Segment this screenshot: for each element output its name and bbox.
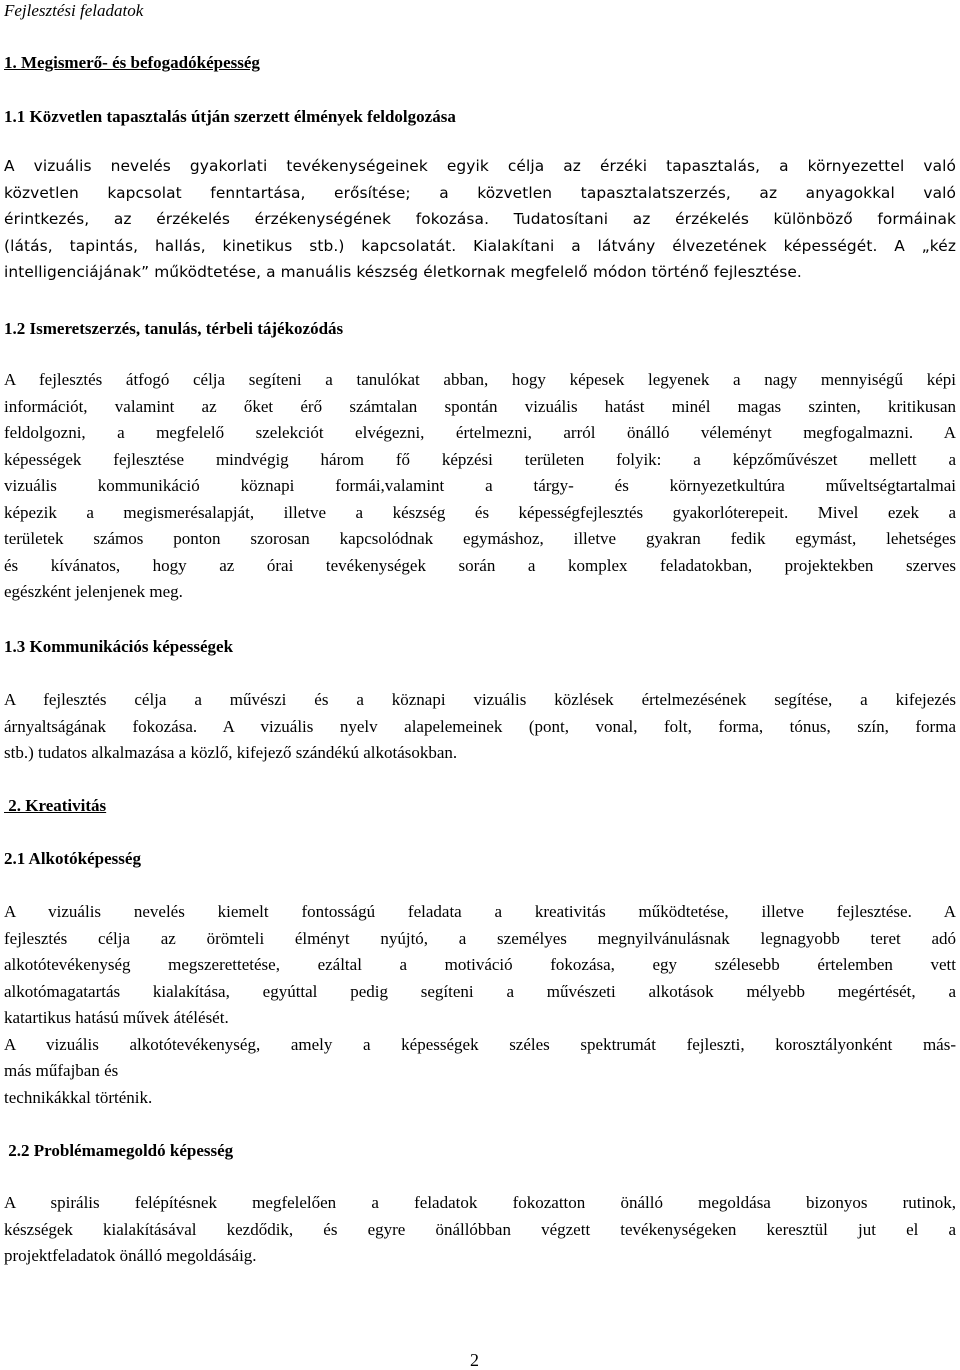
paragraph-line: A vizuális alkotótevékenység, amely a képességek széles spektrumát fejleszti, korosztályonként más- — [4, 1034, 956, 1054]
section-1-3-paragraph — [4, 687, 956, 767]
paragraph-line: árnyaltságának fokozása. A vizuális nyelv alapelemeinek (pont, vonal, folt, forma, tónus, szín, forma — [4, 716, 956, 736]
paragraph-line: A spirális felépítésnek megfelelően a feladatok fokozatton önálló megoldása bizonyos rutinok, — [4, 1193, 956, 1212]
section-1-1-heading: 1.1 Közvetlen tapasztalás útján szerzett élmények feldolgozása — [4, 107, 456, 126]
section-2-1-paragraph — [4, 899, 956, 1111]
paragraph-line: készségek kialakításával kezdődik, és egyre önállóbban végzett tevékenységeken keresztül jut el a — [4, 1219, 956, 1239]
section-1-3-heading: 1.3 Kommunikációs képességek — [4, 637, 234, 656]
paragraph-line: stb.) tudatos alkalmazása a közlő, kifejező szándékú alkotásokban. — [4, 743, 458, 762]
paragraph-line: alkotómagatartás kialakítása, egyúttal pedig segíteni a művészeti alkotások mélyebb megértését, a — [4, 981, 956, 1001]
document-header-title: Fejlesztési feladatok — [4, 1, 144, 20]
paragraph-line: más műfajban és — [4, 1061, 119, 1080]
page-number: 2 — [470, 1350, 479, 1370]
paragraph-line: információt, valamint az őket érő számtalan spontán vizuális hatást minél magas szinten, kritikusan — [4, 396, 956, 416]
paragraph-line: fejlesztés célja az örömteli élményt nyújtó, a személyes megnyilvánulásnak legnagyobb teret adó — [4, 928, 956, 948]
section-1-2-paragraph — [4, 367, 956, 606]
paragraph-line: alkotótevékenység megszerettetése, ezáltal a motiváció fokozása, egy szélesebb értelemben vett — [4, 955, 956, 974]
section-1-2-heading: 1.2 Ismeretszerzés, tanulás, térbeli tájékozódás — [4, 319, 344, 338]
paragraph-line: (látás, tapintás, hallás, kinetikus stb.) kapcsolatát. Kialakítani a látvány élvezetének képességét. A „kéz — [4, 236, 956, 255]
paragraph-line: feldolgozni, a megfelelő szelekciót elvégezni, értelmezni, arról önálló véleményt megfogalmazni. A — [4, 423, 956, 442]
paragraph-line: területek számos ponton szorosan kapcsolódnak egymáshoz, illetve gyakran fedik egymást, lehetséges — [4, 529, 956, 548]
section-2-heading: 2. Kreativitás — [4, 796, 107, 815]
paragraph-line: képezik a megismerésalapját, illetve a készség és képességfejlesztés gyakorlóterepeit. Mivel ezek a — [4, 502, 956, 522]
section-2-1-heading: 2.1 Alkotóképesség — [4, 849, 141, 868]
paragraph-line: A vizuális nevelés kiemelt fontosságú feladata a kreativitás működtetése, illetve fejlesztése. A — [4, 902, 956, 921]
section-1-1-paragraph — [4, 153, 956, 286]
paragraph-line: képességek fejlesztése mindvégig három fő képzési területen folyik: a képzőművészet mellett a — [4, 449, 956, 469]
paragraph-line: és kívánatos, hogy az órai tevékenységek során a komplex feladatokban, projektekben szerves — [4, 555, 956, 575]
paragraph-line: A fejlesztés célja a művészi és a köznapi vizuális közlések értelmezésének segítése, a kifejezés — [4, 690, 956, 709]
section-2-2-paragraph — [4, 1190, 956, 1270]
paragraph-line: A vizuális nevelés gyakorlati tevékenységeinek egyik célja az érzéki tapasztalás, a környezettel való — [4, 157, 956, 175]
paragraph-line: vizuális kommunikáció köznapi formái,valamint a tárgy- és környezetkultúra műveltségtartalmai — [4, 476, 956, 495]
paragraph-line: közvetlen kapcsolat fenntartása, erősítése; a közvetlen tapasztalatszerzés, az anyagokkal való — [4, 183, 956, 202]
paragraph-line: egészként jelenjenek meg. — [4, 582, 183, 601]
paragraph-line: technikákkal történik. — [4, 1087, 153, 1107]
paragraph-line: A fejlesztés átfogó célja segíteni a tanulókat abban, hogy képesek legyenek a nagy mennyiségű képi — [4, 370, 956, 389]
paragraph-line: intelligenciájának” működtetése, a manuális készség életkornak megfelelő módon történő fejlesztése. — [4, 263, 802, 281]
section-1-heading: 1. Megismerő- és befogadóképesség — [4, 53, 260, 72]
section-2-2-heading: 2.2 Problémamegoldó képesség — [4, 1141, 234, 1160]
paragraph-line: érintkezés, az érzékelés érzékenységének fokozása. Tudatosítani az érzékelés különböző formáinak — [4, 210, 956, 228]
paragraph-line: katartikus hatású művek átélését. — [4, 1008, 229, 1027]
paragraph-line: projektfeladatok önálló megoldásáig. — [4, 1246, 257, 1265]
